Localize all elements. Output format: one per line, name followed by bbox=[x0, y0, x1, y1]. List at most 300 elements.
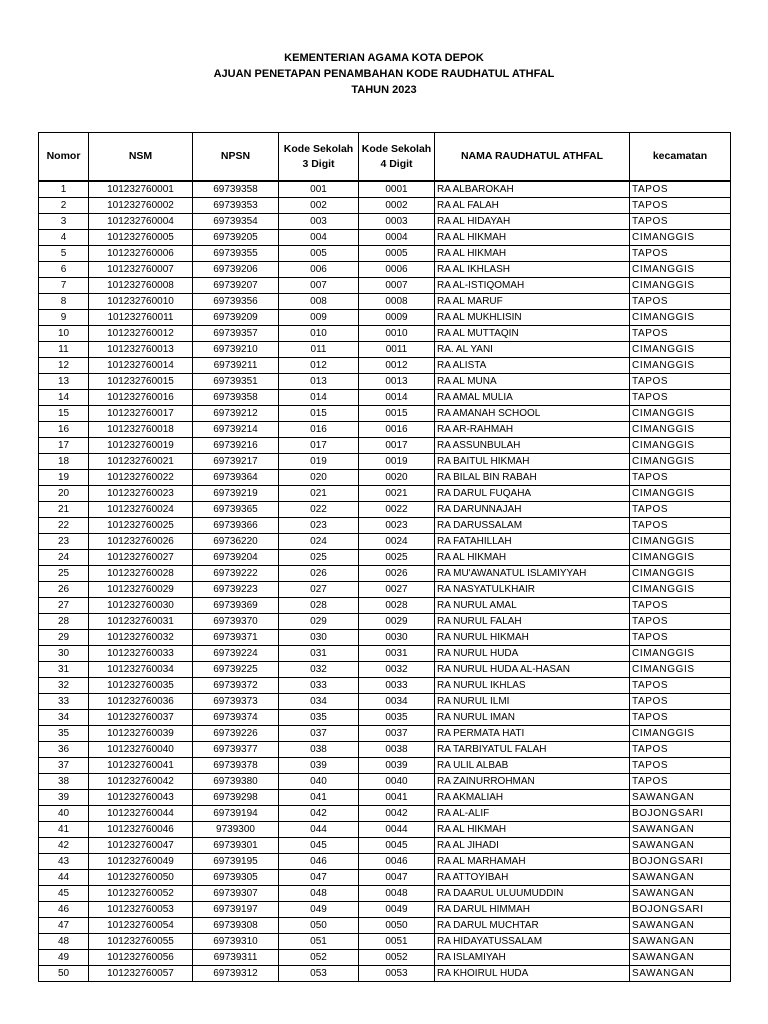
table-row bbox=[39, 758, 731, 774]
cell-kode-4: 0019 bbox=[359, 454, 435, 470]
cell-nomor: 32 bbox=[39, 678, 89, 694]
cell-kode-4: 0031 bbox=[359, 646, 435, 662]
cell-nomor: 3 bbox=[39, 214, 89, 230]
cell-npsn: 69739374 bbox=[193, 710, 279, 726]
cell-nama: RA AL MUKHLISIN bbox=[435, 310, 630, 326]
cell-kode-4: 0007 bbox=[359, 278, 435, 294]
table-row bbox=[39, 726, 731, 742]
cell-kode-3: 003 bbox=[279, 214, 359, 230]
col-header-kode-4-line1: Kode Sekolah bbox=[361, 142, 432, 155]
cell-nsm: 101232760056 bbox=[89, 950, 193, 966]
cell-kode-4: 0030 bbox=[359, 630, 435, 646]
cell-kecamatan: CIMANGGIS bbox=[630, 726, 731, 742]
cell-npsn: 69739301 bbox=[193, 838, 279, 854]
cell-npsn: 69739197 bbox=[193, 902, 279, 918]
cell-nomor: 9 bbox=[39, 310, 89, 326]
cell-kode-3: 045 bbox=[279, 838, 359, 854]
cell-nsm: 101232760004 bbox=[89, 214, 193, 230]
cell-kode-4: 0034 bbox=[359, 694, 435, 710]
cell-kode-4: 0008 bbox=[359, 294, 435, 310]
cell-nsm: 101232760039 bbox=[89, 726, 193, 742]
cell-nomor: 20 bbox=[39, 486, 89, 502]
cell-kode-4: 0042 bbox=[359, 806, 435, 822]
cell-kecamatan: TAPOS bbox=[630, 742, 731, 758]
cell-kode-4: 0012 bbox=[359, 358, 435, 374]
cell-npsn: 69739380 bbox=[193, 774, 279, 790]
cell-kecamatan: TAPOS bbox=[630, 294, 731, 310]
cell-nomor: 21 bbox=[39, 502, 89, 518]
cell-kecamatan: TAPOS bbox=[630, 214, 731, 230]
cell-kode-4: 0029 bbox=[359, 614, 435, 630]
cell-nama: RA PERMATA HATI bbox=[435, 726, 630, 742]
cell-kode-4: 0033 bbox=[359, 678, 435, 694]
table-row bbox=[39, 678, 731, 694]
cell-nama: RA. AL YANI bbox=[435, 342, 630, 358]
cell-kode-3: 020 bbox=[279, 470, 359, 486]
cell-kode-3: 005 bbox=[279, 246, 359, 262]
cell-npsn: 69739310 bbox=[193, 934, 279, 950]
col-header-nomor: Nomor bbox=[39, 133, 89, 182]
table-row bbox=[39, 326, 731, 342]
cell-nama: RA NURUL IKHLAS bbox=[435, 678, 630, 694]
cell-npsn: 69739355 bbox=[193, 246, 279, 262]
cell-kecamatan: TAPOS bbox=[630, 758, 731, 774]
cell-nama: RA AL-ISTIQOMAH bbox=[435, 278, 630, 294]
cell-nama: RA AL-ALIF bbox=[435, 806, 630, 822]
cell-nama: RA BILAL BIN RABAH bbox=[435, 470, 630, 486]
cell-nomor: 39 bbox=[39, 790, 89, 806]
cell-npsn: 69739223 bbox=[193, 582, 279, 598]
table-row bbox=[39, 438, 731, 454]
cell-nomor: 31 bbox=[39, 662, 89, 678]
cell-npsn: 69739222 bbox=[193, 566, 279, 582]
cell-kode-4: 0028 bbox=[359, 598, 435, 614]
cell-nomor: 40 bbox=[39, 806, 89, 822]
cell-nsm: 101232760035 bbox=[89, 678, 193, 694]
cell-npsn: 69739377 bbox=[193, 742, 279, 758]
cell-kecamatan: SAWANGAN bbox=[630, 918, 731, 934]
cell-kode-4: 0002 bbox=[359, 198, 435, 214]
cell-nomor: 38 bbox=[39, 774, 89, 790]
table-row bbox=[39, 550, 731, 566]
ra-table bbox=[38, 132, 731, 982]
cell-npsn: 69739216 bbox=[193, 438, 279, 454]
document-year: TAHUN 2023 bbox=[351, 84, 417, 96]
table-row bbox=[39, 230, 731, 246]
table-row bbox=[39, 630, 731, 646]
cell-kode-3: 001 bbox=[279, 181, 359, 198]
cell-kecamatan: SAWANGAN bbox=[630, 966, 731, 982]
cell-nsm: 101232760054 bbox=[89, 918, 193, 934]
cell-kecamatan: SAWANGAN bbox=[630, 886, 731, 902]
cell-nsm: 101232760019 bbox=[89, 438, 193, 454]
cell-nama: RA BAITUL HIKMAH bbox=[435, 454, 630, 470]
cell-kode-4: 0041 bbox=[359, 790, 435, 806]
cell-nsm: 101232760018 bbox=[89, 422, 193, 438]
cell-nama: RA KHOIRUL HUDA bbox=[435, 966, 630, 982]
cell-nama: RA NURUL FALAH bbox=[435, 614, 630, 630]
cell-nomor: 7 bbox=[39, 278, 89, 294]
cell-kecamatan: BOJONGSARI bbox=[630, 806, 731, 822]
cell-nomor: 28 bbox=[39, 614, 89, 630]
cell-kode-3: 011 bbox=[279, 342, 359, 358]
cell-kecamatan: CIMANGGIS bbox=[630, 646, 731, 662]
table-row bbox=[39, 854, 731, 870]
table-row bbox=[39, 406, 731, 422]
cell-npsn: 69739353 bbox=[193, 198, 279, 214]
cell-kode-4: 0047 bbox=[359, 870, 435, 886]
cell-kode-3: 014 bbox=[279, 390, 359, 406]
cell-npsn: 69739224 bbox=[193, 646, 279, 662]
cell-npsn: 69739212 bbox=[193, 406, 279, 422]
cell-npsn: 69739219 bbox=[193, 486, 279, 502]
cell-npsn: 69739372 bbox=[193, 678, 279, 694]
cell-kode-3: 016 bbox=[279, 422, 359, 438]
cell-kode-4: 0013 bbox=[359, 374, 435, 390]
cell-kode-4: 0025 bbox=[359, 550, 435, 566]
table-row bbox=[39, 422, 731, 438]
cell-nama: RA AKMALIAH bbox=[435, 790, 630, 806]
table-row bbox=[39, 774, 731, 790]
table-row bbox=[39, 486, 731, 502]
cell-kecamatan: CIMANGGIS bbox=[630, 310, 731, 326]
cell-kecamatan: CIMANGGIS bbox=[630, 662, 731, 678]
cell-kecamatan: SAWANGAN bbox=[630, 870, 731, 886]
cell-nsm: 101232760053 bbox=[89, 902, 193, 918]
cell-nama: RA DAARUL ULUUMUDDIN bbox=[435, 886, 630, 902]
cell-nama: RA AL HIKMAH bbox=[435, 246, 630, 262]
table-row bbox=[39, 181, 731, 198]
cell-nama: RA DARUL FUQAHA bbox=[435, 486, 630, 502]
cell-npsn: 69739204 bbox=[193, 550, 279, 566]
table-row bbox=[39, 598, 731, 614]
cell-kode-3: 004 bbox=[279, 230, 359, 246]
cell-kode-3: 032 bbox=[279, 662, 359, 678]
table-row bbox=[39, 566, 731, 582]
col-header-npsn: NPSN bbox=[193, 133, 279, 182]
cell-nomor: 4 bbox=[39, 230, 89, 246]
table-row bbox=[39, 454, 731, 470]
cell-nsm: 101232760036 bbox=[89, 694, 193, 710]
cell-kecamatan: TAPOS bbox=[630, 470, 731, 486]
cell-nama: RA AL HIKMAH bbox=[435, 550, 630, 566]
cell-kode-3: 021 bbox=[279, 486, 359, 502]
table-row bbox=[39, 534, 731, 550]
col-header-kecamatan: kecamatan bbox=[630, 133, 731, 182]
cell-kode-3: 026 bbox=[279, 566, 359, 582]
cell-npsn: 69739311 bbox=[193, 950, 279, 966]
cell-kecamatan: TAPOS bbox=[630, 774, 731, 790]
cell-kecamatan: TAPOS bbox=[630, 502, 731, 518]
cell-kode-3: 037 bbox=[279, 726, 359, 742]
cell-kecamatan: TAPOS bbox=[630, 326, 731, 342]
cell-kecamatan: SAWANGAN bbox=[630, 934, 731, 950]
cell-kode-4: 0045 bbox=[359, 838, 435, 854]
cell-npsn: 69739305 bbox=[193, 870, 279, 886]
table-row bbox=[39, 646, 731, 662]
cell-kode-3: 048 bbox=[279, 886, 359, 902]
cell-kecamatan: SAWANGAN bbox=[630, 790, 731, 806]
cell-kode-3: 031 bbox=[279, 646, 359, 662]
cell-nama: RA TARBIYATUL FALAH bbox=[435, 742, 630, 758]
cell-nama: RA AMAL MULIA bbox=[435, 390, 630, 406]
cell-nama: RA AL IKHLASH bbox=[435, 262, 630, 278]
cell-nsm: 101232760041 bbox=[89, 758, 193, 774]
cell-nama: RA AL MUNA bbox=[435, 374, 630, 390]
cell-kecamatan: TAPOS bbox=[630, 198, 731, 214]
cell-nomor: 10 bbox=[39, 326, 89, 342]
cell-nomor: 13 bbox=[39, 374, 89, 390]
cell-nsm: 101232760026 bbox=[89, 534, 193, 550]
cell-npsn: 69739214 bbox=[193, 422, 279, 438]
cell-nsm: 101232760034 bbox=[89, 662, 193, 678]
cell-npsn: 69739307 bbox=[193, 886, 279, 902]
table-row bbox=[39, 246, 731, 262]
cell-npsn: 69739364 bbox=[193, 470, 279, 486]
cell-nsm: 101232760033 bbox=[89, 646, 193, 662]
cell-npsn: 69739205 bbox=[193, 230, 279, 246]
cell-kode-3: 013 bbox=[279, 374, 359, 390]
table-row bbox=[39, 342, 731, 358]
cell-kode-3: 040 bbox=[279, 774, 359, 790]
col-header-nsm: NSM bbox=[89, 133, 193, 182]
cell-npsn: 69739370 bbox=[193, 614, 279, 630]
cell-nsm: 101232760030 bbox=[89, 598, 193, 614]
table-header-row bbox=[39, 133, 731, 182]
cell-npsn: 69739356 bbox=[193, 294, 279, 310]
cell-nama: RA AL MARUF bbox=[435, 294, 630, 310]
cell-kecamatan: SAWANGAN bbox=[630, 838, 731, 854]
col-header-kode-4-line2: 4 Digit bbox=[380, 157, 413, 170]
cell-kode-3: 028 bbox=[279, 598, 359, 614]
cell-kecamatan: TAPOS bbox=[630, 710, 731, 726]
cell-kecamatan: SAWANGAN bbox=[630, 822, 731, 838]
cell-nsm: 101232760011 bbox=[89, 310, 193, 326]
cell-nsm: 101232760043 bbox=[89, 790, 193, 806]
cell-nomor: 46 bbox=[39, 902, 89, 918]
cell-kecamatan: CIMANGGIS bbox=[630, 534, 731, 550]
cell-kecamatan: CIMANGGIS bbox=[630, 566, 731, 582]
cell-nama: RA AL FALAH bbox=[435, 198, 630, 214]
cell-kode-4: 0038 bbox=[359, 742, 435, 758]
cell-npsn: 69739358 bbox=[193, 181, 279, 198]
cell-nomor: 50 bbox=[39, 966, 89, 982]
table-row bbox=[39, 822, 731, 838]
cell-npsn: 69739308 bbox=[193, 918, 279, 934]
cell-npsn: 69739226 bbox=[193, 726, 279, 742]
table-row bbox=[39, 902, 731, 918]
cell-kecamatan: BOJONGSARI bbox=[630, 854, 731, 870]
cell-nomor: 17 bbox=[39, 438, 89, 454]
cell-nsm: 101232760025 bbox=[89, 518, 193, 534]
cell-npsn: 69739358 bbox=[193, 390, 279, 406]
cell-npsn: 69736220 bbox=[193, 534, 279, 550]
cell-kode-4: 0003 bbox=[359, 214, 435, 230]
cell-kecamatan: CIMANGGIS bbox=[630, 278, 731, 294]
cell-kode-4: 0011 bbox=[359, 342, 435, 358]
cell-kode-4: 0023 bbox=[359, 518, 435, 534]
cell-kode-3: 038 bbox=[279, 742, 359, 758]
cell-kode-3: 052 bbox=[279, 950, 359, 966]
cell-kode-4: 0048 bbox=[359, 886, 435, 902]
cell-npsn: 69739378 bbox=[193, 758, 279, 774]
cell-nsm: 101232760052 bbox=[89, 886, 193, 902]
cell-nama: RA AL HIKMAH bbox=[435, 822, 630, 838]
cell-npsn: 69739366 bbox=[193, 518, 279, 534]
cell-nama: RA DARUNNAJAH bbox=[435, 502, 630, 518]
cell-nama: RA NURUL IMAN bbox=[435, 710, 630, 726]
cell-nama: RA HIDAYATUSSALAM bbox=[435, 934, 630, 950]
cell-nsm: 101232760005 bbox=[89, 230, 193, 246]
cell-nsm: 101232760029 bbox=[89, 582, 193, 598]
cell-kode-3: 034 bbox=[279, 694, 359, 710]
cell-nomor: 14 bbox=[39, 390, 89, 406]
cell-kode-4: 0014 bbox=[359, 390, 435, 406]
table-row bbox=[39, 518, 731, 534]
cell-kode-3: 035 bbox=[279, 710, 359, 726]
document-title: KEMENTERIAN AGAMA KOTA DEPOK bbox=[284, 52, 484, 64]
cell-nomor: 37 bbox=[39, 758, 89, 774]
cell-nomor: 47 bbox=[39, 918, 89, 934]
cell-npsn: 69739211 bbox=[193, 358, 279, 374]
table-row bbox=[39, 278, 731, 294]
cell-kode-4: 0024 bbox=[359, 534, 435, 550]
cell-kode-3: 029 bbox=[279, 614, 359, 630]
cell-nsm: 101232760001 bbox=[89, 181, 193, 198]
cell-kecamatan: CIMANGGIS bbox=[630, 550, 731, 566]
cell-nama: RA NURUL AMAL bbox=[435, 598, 630, 614]
cell-nsm: 101232760042 bbox=[89, 774, 193, 790]
cell-nomor: 35 bbox=[39, 726, 89, 742]
cell-npsn: 69739206 bbox=[193, 262, 279, 278]
cell-kode-4: 0004 bbox=[359, 230, 435, 246]
cell-nomor: 5 bbox=[39, 246, 89, 262]
cell-nama: RA AL JIHADI bbox=[435, 838, 630, 854]
cell-nomor: 18 bbox=[39, 454, 89, 470]
cell-nsm: 101232760007 bbox=[89, 262, 193, 278]
cell-npsn: 69739354 bbox=[193, 214, 279, 230]
cell-kecamatan: CIMANGGIS bbox=[630, 454, 731, 470]
table-row bbox=[39, 966, 731, 982]
cell-nama: RA FATAHILLAH bbox=[435, 534, 630, 550]
cell-kode-3: 006 bbox=[279, 262, 359, 278]
cell-nsm: 101232760031 bbox=[89, 614, 193, 630]
cell-npsn: 69739371 bbox=[193, 630, 279, 646]
cell-nama: RA AL HIKMAH bbox=[435, 230, 630, 246]
cell-nsm: 101232760028 bbox=[89, 566, 193, 582]
cell-nsm: 101232760012 bbox=[89, 326, 193, 342]
cell-kode-3: 024 bbox=[279, 534, 359, 550]
cell-kode-4: 0053 bbox=[359, 966, 435, 982]
cell-kode-3: 051 bbox=[279, 934, 359, 950]
cell-nama: RA NURUL HIKMAH bbox=[435, 630, 630, 646]
cell-kode-3: 012 bbox=[279, 358, 359, 374]
cell-kode-3: 042 bbox=[279, 806, 359, 822]
col-header-kode-3-line1: Kode Sekolah bbox=[283, 142, 354, 155]
cell-nomor: 42 bbox=[39, 838, 89, 854]
cell-nsm: 101232760023 bbox=[89, 486, 193, 502]
cell-nama: RA AR-RAHMAH bbox=[435, 422, 630, 438]
table-row bbox=[39, 470, 731, 486]
cell-nama: RA DARUL MUCHTAR bbox=[435, 918, 630, 934]
cell-nsm: 101232760022 bbox=[89, 470, 193, 486]
col-header-kode-3-digit bbox=[279, 133, 359, 182]
cell-nsm: 101232760010 bbox=[89, 294, 193, 310]
cell-nomor: 29 bbox=[39, 630, 89, 646]
cell-nsm: 101232760040 bbox=[89, 742, 193, 758]
cell-kode-4: 0009 bbox=[359, 310, 435, 326]
cell-nama: RA AL MUTTAQIN bbox=[435, 326, 630, 342]
cell-kode-4: 0037 bbox=[359, 726, 435, 742]
cell-nomor: 11 bbox=[39, 342, 89, 358]
cell-kode-3: 027 bbox=[279, 582, 359, 598]
cell-npsn: 69739373 bbox=[193, 694, 279, 710]
cell-kecamatan: TAPOS bbox=[630, 390, 731, 406]
cell-kode-3: 041 bbox=[279, 790, 359, 806]
cell-nomor: 49 bbox=[39, 950, 89, 966]
cell-kode-4: 0026 bbox=[359, 566, 435, 582]
cell-nsm: 101232760047 bbox=[89, 838, 193, 854]
cell-nama: RA ATTOYIBAH bbox=[435, 870, 630, 886]
cell-kode-4: 0010 bbox=[359, 326, 435, 342]
cell-nama: RA NURUL ILMI bbox=[435, 694, 630, 710]
table-row bbox=[39, 374, 731, 390]
cell-nomor: 12 bbox=[39, 358, 89, 374]
cell-kode-3: 044 bbox=[279, 822, 359, 838]
table-row bbox=[39, 694, 731, 710]
table-row bbox=[39, 790, 731, 806]
cell-nomor: 23 bbox=[39, 534, 89, 550]
cell-npsn: 69739195 bbox=[193, 854, 279, 870]
cell-npsn: 69739209 bbox=[193, 310, 279, 326]
cell-nomor: 2 bbox=[39, 198, 89, 214]
cell-kode-4: 0016 bbox=[359, 422, 435, 438]
table-row bbox=[39, 198, 731, 214]
cell-kecamatan: TAPOS bbox=[630, 694, 731, 710]
cell-nsm: 101232760021 bbox=[89, 454, 193, 470]
table-row bbox=[39, 710, 731, 726]
cell-kode-3: 019 bbox=[279, 454, 359, 470]
cell-kode-3: 030 bbox=[279, 630, 359, 646]
cell-nama: RA AMANAH SCHOOL bbox=[435, 406, 630, 422]
cell-kode-3: 023 bbox=[279, 518, 359, 534]
cell-nsm: 101232760002 bbox=[89, 198, 193, 214]
cell-nama: RA ZAINURROHMAN bbox=[435, 774, 630, 790]
cell-nomor: 33 bbox=[39, 694, 89, 710]
cell-npsn: 9739300 bbox=[193, 822, 279, 838]
cell-nomor: 25 bbox=[39, 566, 89, 582]
cell-npsn: 69739225 bbox=[193, 662, 279, 678]
cell-kode-4: 0035 bbox=[359, 710, 435, 726]
cell-kecamatan: CIMANGGIS bbox=[630, 486, 731, 502]
table-row bbox=[39, 838, 731, 854]
table-row bbox=[39, 358, 731, 374]
table-row bbox=[39, 742, 731, 758]
cell-kode-3: 046 bbox=[279, 854, 359, 870]
cell-nsm: 101232760044 bbox=[89, 806, 193, 822]
cell-nomor: 43 bbox=[39, 854, 89, 870]
cell-kode-3: 039 bbox=[279, 758, 359, 774]
table-row bbox=[39, 950, 731, 966]
cell-kecamatan: TAPOS bbox=[630, 246, 731, 262]
cell-npsn: 69739369 bbox=[193, 598, 279, 614]
table-row bbox=[39, 214, 731, 230]
cell-kode-3: 050 bbox=[279, 918, 359, 934]
cell-nama: RA NURUL HUDA AL-HASAN bbox=[435, 662, 630, 678]
cell-nama: RA NASYATULKHAIR bbox=[435, 582, 630, 598]
cell-npsn: 69739217 bbox=[193, 454, 279, 470]
cell-nama: RA ALBAROKAH bbox=[435, 181, 630, 198]
